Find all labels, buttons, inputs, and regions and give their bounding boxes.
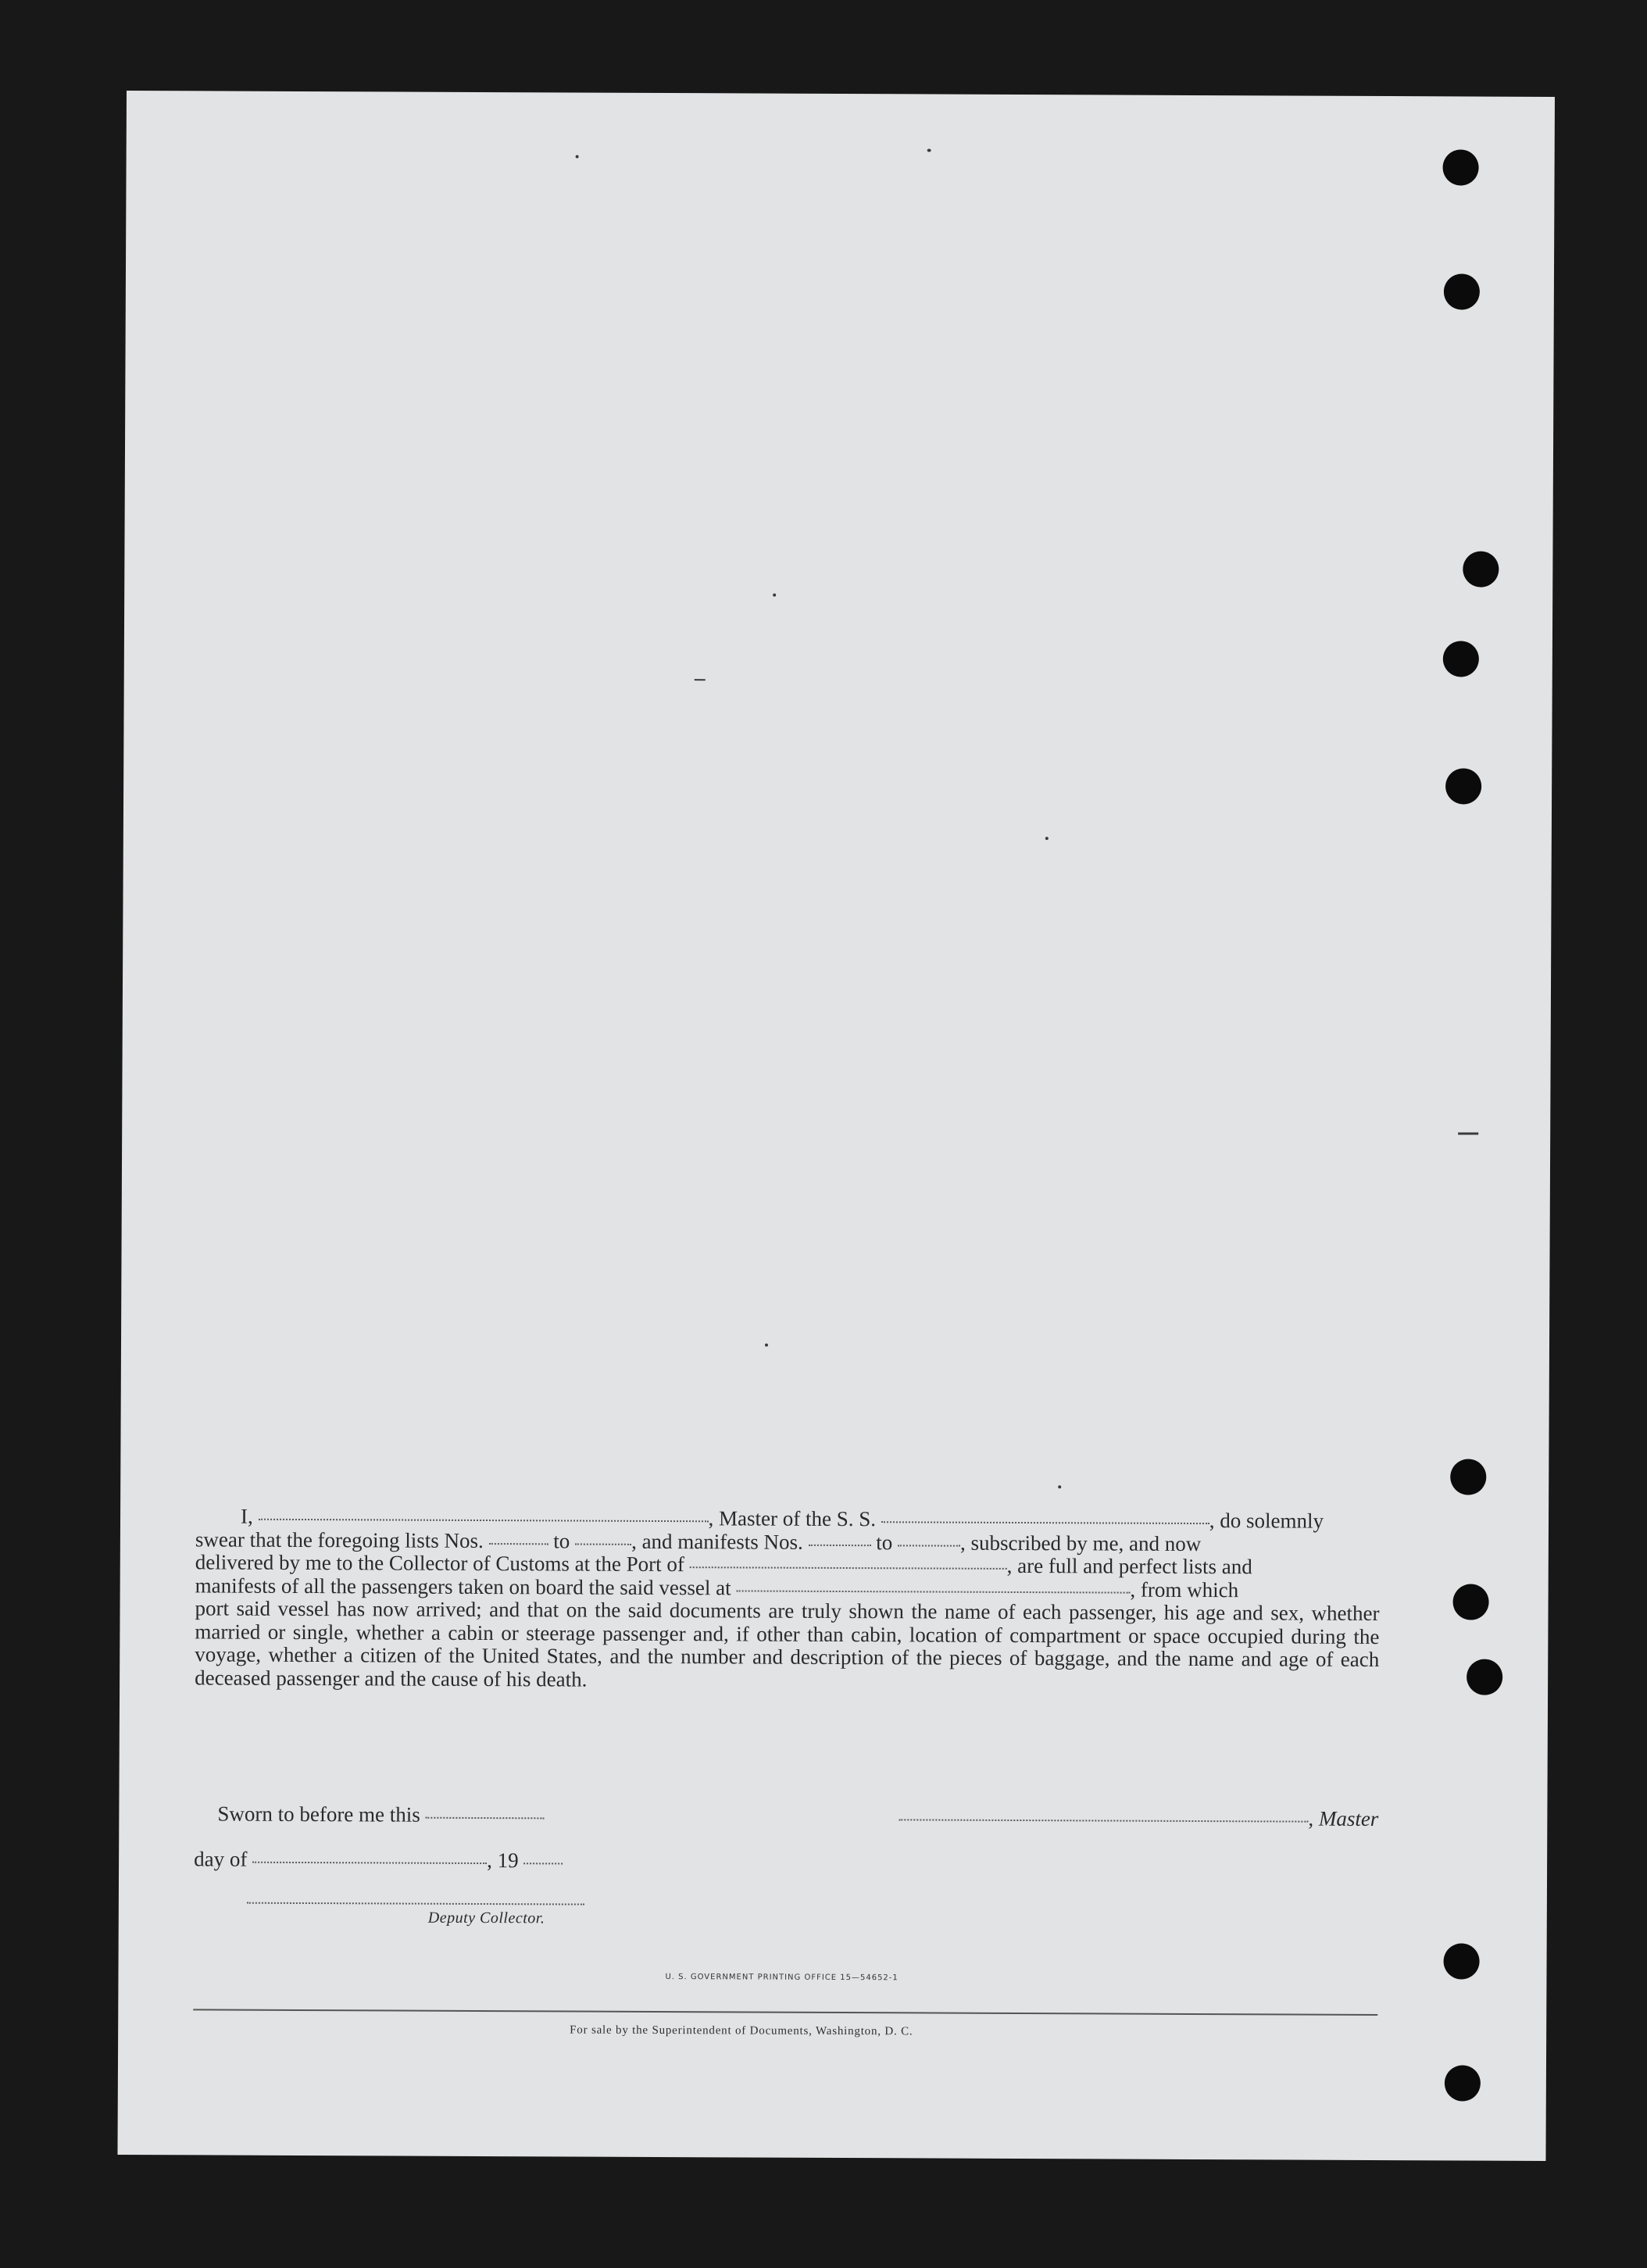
paper-speck bbox=[576, 155, 579, 159]
punch-hole bbox=[1445, 2065, 1481, 2101]
day-of-text: day of bbox=[194, 1847, 248, 1871]
paper-speck bbox=[1458, 1132, 1478, 1134]
lists-to-blank bbox=[575, 1543, 631, 1545]
oath-text: , Master of the S. S. bbox=[708, 1506, 877, 1531]
oath-text: manifests of all the passengers taken on board the said vessel at bbox=[195, 1573, 731, 1599]
master-signature-blank bbox=[899, 1819, 1308, 1822]
punch-hole bbox=[1450, 1459, 1486, 1495]
oath-text: , are full and perfect lists and bbox=[1006, 1553, 1252, 1579]
oath-text: , do solemnly bbox=[1209, 1509, 1324, 1533]
year-blank bbox=[523, 1863, 563, 1864]
paper-speck bbox=[695, 679, 706, 680]
year-text: , 19 bbox=[487, 1848, 519, 1873]
port-blank bbox=[690, 1566, 1007, 1570]
punch-hole bbox=[1452, 1584, 1488, 1620]
oath-text: to bbox=[876, 1530, 893, 1554]
sworn-text: Sworn to before me this bbox=[217, 1802, 420, 1827]
sale-notice: For sale by the Superintendent of Documents, Washington, D. C. bbox=[570, 2023, 913, 2038]
sworn-line bbox=[217, 1802, 544, 1828]
vessel-name-blank bbox=[881, 1521, 1209, 1524]
oath-paragraph bbox=[195, 1505, 1380, 1695]
paper-speck bbox=[773, 594, 776, 597]
deputy-collector-label: Deputy Collector. bbox=[427, 1909, 545, 1927]
master-label: , Master bbox=[1308, 1806, 1379, 1831]
punch-hole bbox=[1443, 1943, 1479, 1979]
oath-text: to bbox=[553, 1528, 570, 1552]
oath-text: , and manifests Nos. bbox=[631, 1529, 803, 1554]
month-blank bbox=[252, 1862, 487, 1864]
paper-speck bbox=[1058, 1485, 1061, 1488]
master-name-blank bbox=[259, 1519, 709, 1523]
oath-text: delivered by me to the Collector of Customs at the Port of bbox=[195, 1550, 684, 1577]
oath-text: , from which bbox=[1130, 1577, 1239, 1602]
paper-speck bbox=[927, 148, 931, 152]
signature-block bbox=[194, 1802, 1379, 1940]
punch-hole bbox=[1444, 273, 1480, 309]
form-sheet bbox=[117, 91, 1555, 2161]
punch-hole bbox=[1442, 149, 1478, 185]
manifests-to-blank bbox=[898, 1545, 960, 1546]
oath-text: , subscribed by me, and now bbox=[960, 1530, 1202, 1555]
oath-body: port said vessel has now arrived; and that on the said documents are truly shown the name of each passenger, his age and sex, whether married or single, whether a cabin or steerage passenger and, if other than cabin, location of compartment or space occupied during the voyage, whether a citizen of the United States, and the number and description of the pieces of baggage, and the name and age of each deceased passenger and the cause of his death. bbox=[195, 1596, 1380, 1691]
deputy-collector-signature-line bbox=[247, 1902, 584, 1905]
punch-hole bbox=[1445, 768, 1481, 804]
departure-port-blank bbox=[736, 1590, 1130, 1593]
printing-office-imprint: U. S. GOVERNMENT PRINTING OFFICE 15—54652-1 bbox=[665, 1973, 899, 1983]
manifests-from-blank bbox=[809, 1544, 871, 1545]
sworn-day-blank bbox=[426, 1817, 545, 1820]
punch-hole bbox=[1463, 551, 1499, 587]
master-signature-line bbox=[899, 1805, 1378, 1831]
oath-text: swear that the foregoing lists Nos. bbox=[195, 1527, 484, 1552]
lists-from-blank bbox=[489, 1543, 548, 1545]
footer-rule bbox=[193, 2009, 1377, 2016]
day-of-line bbox=[194, 1847, 563, 1873]
paper-speck bbox=[765, 1344, 768, 1347]
punch-hole bbox=[1467, 1659, 1502, 1695]
paper-speck bbox=[1045, 837, 1049, 840]
oath-text: I, bbox=[240, 1504, 253, 1528]
punch-hole bbox=[1443, 641, 1479, 677]
